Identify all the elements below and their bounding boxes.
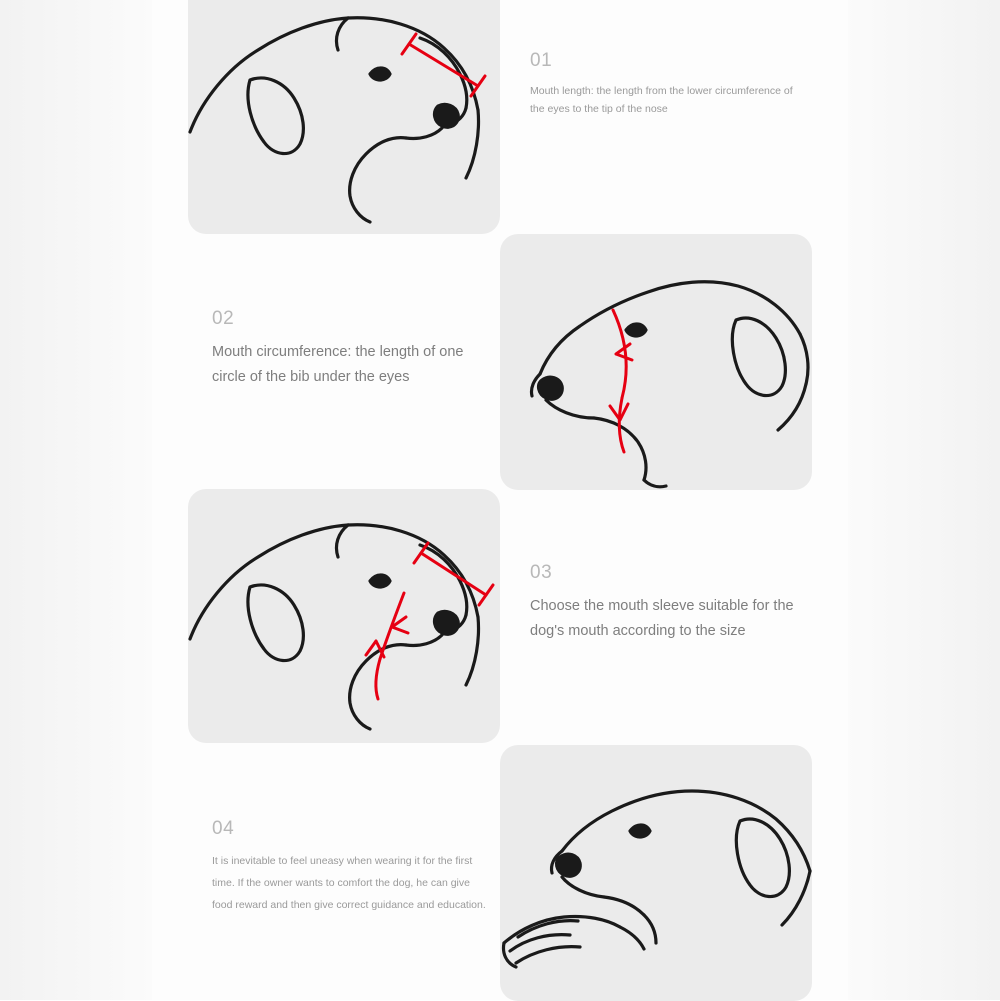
dog-head-feeding-by-hand-diagram — [500, 745, 812, 1001]
step-4-description: It is inevitable to feel uneasy when wearing it for the first time. If the owner wants to comfort the dog, he can give food reward and then give correct guidance and education. — [212, 855, 486, 912]
step-1-text — [530, 50, 800, 119]
hand-offering-food — [504, 916, 645, 967]
dog-illustration-3 — [188, 489, 500, 743]
step-2-number: 02 — [212, 308, 235, 329]
dog-illustration-1 — [188, 0, 500, 234]
step-1-description: Mouth length: the length from the lower circumference of the eyes to the tip of the nose — [530, 85, 793, 116]
dog-illustration-2 — [500, 234, 812, 490]
dog-head-mouth-circumference-diagram — [500, 234, 812, 490]
dog-illustration-4 — [500, 745, 812, 1001]
step-3-text — [530, 562, 800, 645]
dog-head-both-measurements-diagram — [188, 489, 500, 743]
page-edge-right — [845, 0, 1000, 1000]
step-4-text — [212, 818, 492, 916]
step-2-description: Mouth circumference: the length of one circle of the bib under the eyes — [212, 344, 464, 386]
dog-head-mouth-length-diagram — [188, 0, 500, 234]
step-3-number: 03 — [530, 562, 553, 583]
step-2-text — [212, 308, 492, 391]
step-3-description: Choose the mouth sleeve suitable for the dog's mouth according to the size — [530, 598, 794, 640]
step-4-number: 04 — [212, 818, 235, 839]
page-edge-left — [0, 0, 152, 1000]
step-1-number: 01 — [530, 50, 553, 71]
measurement-arrow-length — [414, 543, 493, 605]
